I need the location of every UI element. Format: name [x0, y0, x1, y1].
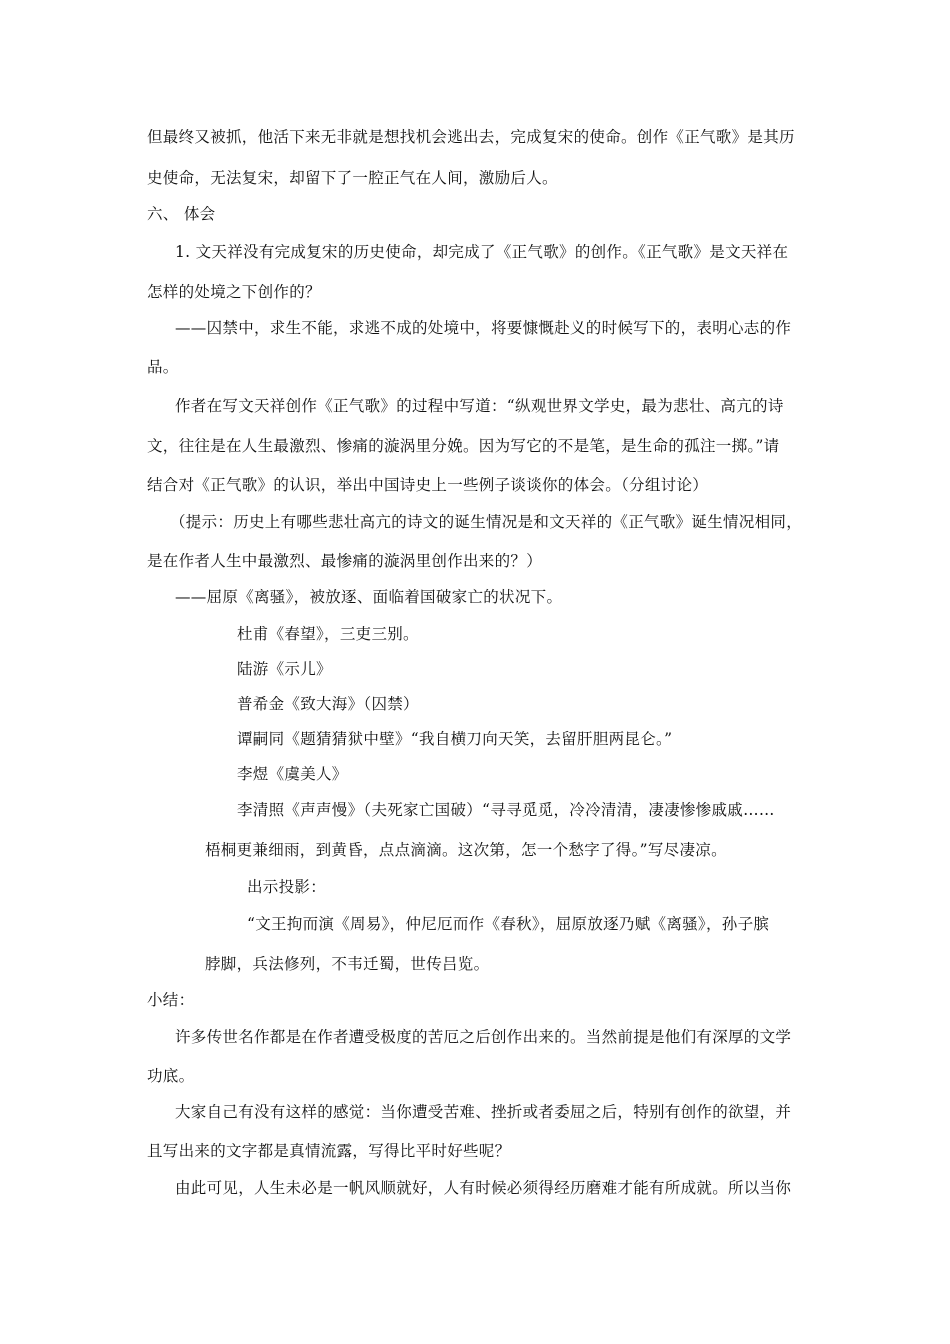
paragraph-line: 文，往往是在人生最激烈、惨痛的漩涡里分娩。因为写它的不是笔，是生命的孤注一掷。”请 [147, 437, 780, 455]
paragraph-line: 由此可见，人生未必是一帆风顺就好，人有时候必须得经历磨难才能有所成就。所以当你 [175, 1179, 792, 1197]
paragraph-line: 许多传世名作都是在作者遭受极度的苦厄之后创作出来的。当然前提是他们有深厚的文学 [175, 1028, 792, 1046]
paragraph-line: 且写出来的文字都是真情流露，写得比平时好些呢？ [147, 1142, 511, 1160]
projection-label: 出示投影： [247, 878, 327, 896]
paragraph-line: 作者在写文天祥创作《正气歌》的过程中写道：“纵观世界文学史，最为悲壮、高亢的诗 [175, 397, 784, 415]
answer-line: 品。 [147, 358, 179, 376]
example-line: 普希金《致大海》（囚禁） [237, 695, 419, 713]
example-line: 李煜《虞美人》 [237, 765, 348, 783]
paragraph-line: 大家自己有没有这样的感觉：当你遭受苦难、挫折或者委屈之后，特别有创作的欲望，并 [175, 1103, 792, 1121]
paragraph-line: 功底。 [147, 1067, 195, 1085]
section-heading: 六、 体会 [147, 205, 216, 223]
quote-line: “文王拘而演《周易》，仲尼厄而作《春秋》，屈原放逐乃赋《离骚》，孙子膑 [247, 915, 770, 933]
answer-line: ——囚禁中，求生不能，求逃不成的处境中，将要慷慨赴义的时候写下的，表明心志的作 [175, 319, 792, 337]
example-line: ——屈原《离骚》，被放逐、面临着国破家亡的状况下。 [175, 588, 563, 606]
paragraph-line: 但最终又被抓，他活下来无非就是想找机会逃出去，完成复宋的使命。创作《正气歌》是其历 [147, 128, 795, 146]
example-line: 梧桐更兼细雨，到黄昏，点点滴滴。这次第，怎一个愁字了得。”写尽凄凉。 [205, 841, 727, 859]
hint-line: （提示：历史上有哪些悲壮高亢的诗文的诞生情况是和文天祥的《正气歌》诞生情况相同， [170, 513, 803, 531]
example-line: 杜甫《春望》，三吏三别。 [237, 625, 419, 643]
example-line: 李清照《声声慢》（夫死家亡国破）“寻寻觅觅，冷冷清清，凄凄惨惨戚戚…… [237, 801, 775, 819]
paragraph-line: 结合对《正气歌》的认识，举出中国诗史上一些例子谈谈你的体会。（分组讨论） [147, 476, 709, 494]
example-line: 陆游《示儿》 [237, 660, 332, 678]
question-line: 1. 文天祥没有完成复宋的历史使命，却完成了《正气歌》的创作。《正气歌》是文天祥在 [175, 243, 789, 261]
quote-line: 脖脚，兵法修列，不韦迁蜀，世传吕览。 [205, 955, 490, 973]
summary-heading: 小结： [147, 991, 195, 1009]
paragraph-line: 史使命，无法复宋，却留下了一腔正气在人间，激励后人。 [147, 169, 558, 187]
hint-line: 是在作者人生中最激烈、最惨痛的漩涡里创作出来的？） [147, 552, 543, 570]
question-line: 怎样的处境之下创作的？ [147, 283, 321, 301]
example-line: 谭嗣同《题猜猜狱中壁》“我自横刀向天笑，去留肝胆两昆仑。” [237, 730, 673, 748]
